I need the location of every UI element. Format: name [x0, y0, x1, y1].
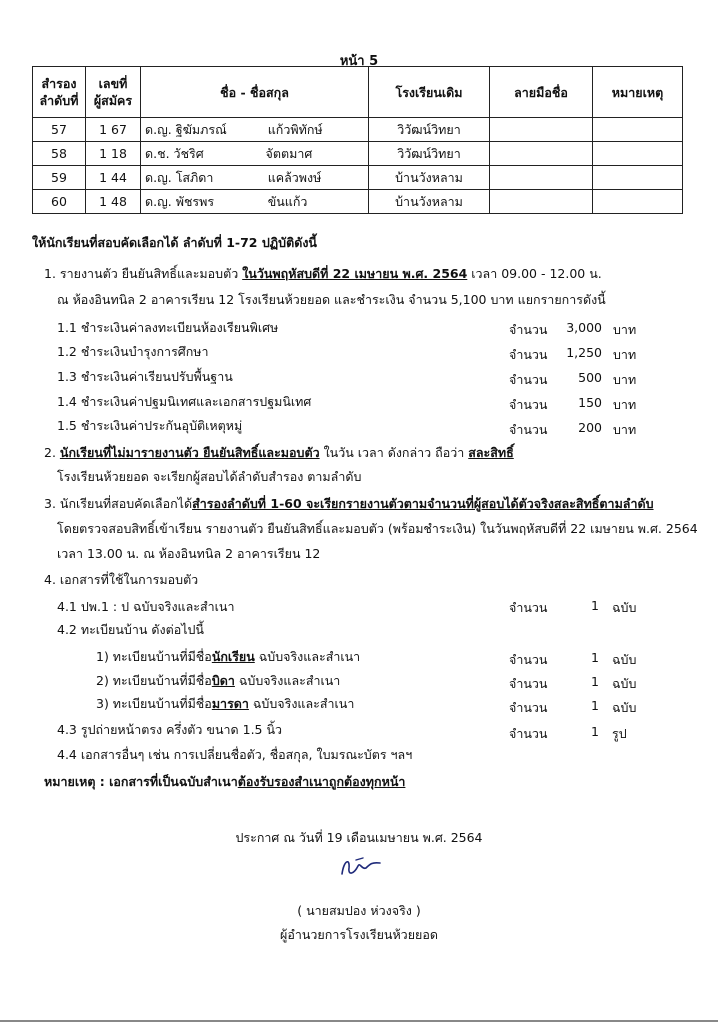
reserve-student-table: [32, 66, 683, 214]
doc-amount: 1: [591, 674, 599, 689]
item1-line2: ณ ห้องอินทนิล 2 อาคารเรียน 12 โรงเรียนห้วยยอด และชำระเงิน จำนวน 5,100 บาท แยกรายการดังนี้: [57, 292, 606, 307]
note: [44, 772, 405, 792]
doc-unit: ฉบับ: [612, 600, 637, 615]
announcement-date: ประกาศ ณ วันที่ 19 เดือนเมษายน พ.ศ. 2564: [235, 830, 483, 845]
doc41-label: 4.1 ปพ.1 : ป ฉบับจริงและสำเนา: [57, 599, 235, 614]
cell-name: [141, 118, 369, 142]
doc-amount: 1: [591, 724, 599, 739]
item3-line1: [44, 494, 654, 514]
signer-title: ผู้อำนวยการโรงเรียนห้วยยอด: [280, 927, 438, 942]
header-appno-line1: เลขที่: [98, 76, 128, 91]
doc-qty-label: จำนวน: [509, 726, 548, 741]
doc-amount: 1: [591, 650, 599, 665]
item1-time: เวลา 09.00 - 12.00 น.: [467, 266, 602, 281]
name-last: จัตตมาศ: [265, 145, 313, 161]
fee-unit: บาท: [613, 422, 637, 437]
doc42-pre: 3) ทะเบียนบ้านที่มีชื่อ: [96, 696, 212, 711]
name-first: ฐิฆัมภรณ์: [175, 121, 227, 137]
cell-rank: 60: [33, 190, 86, 214]
fee-item-label: 1.3 ชำระเงินค่าเรียนปรับพื้นฐาน: [57, 369, 233, 384]
item2-line2: โรงเรียนห้วยยอด จะเรียกผู้สอบได้ลำดับสำรอง ตามลำดับ: [57, 469, 362, 484]
header-reserve-rank: [33, 67, 86, 118]
header-rank-line2: ลำดับที่: [39, 93, 79, 108]
doc-unit: รูป: [612, 726, 627, 741]
item4-heading: 4. เอกสารที่ใช้ในการมอบตัว: [44, 572, 199, 587]
doc-qty-label: จำนวน: [509, 700, 548, 715]
cell-rank: 57: [33, 118, 86, 142]
table-row: [33, 118, 683, 142]
fee-item-label: 1.5 ชำระเงินค่าประกันอุบัติเหตุหมู่: [57, 418, 243, 433]
cell-app-no: 1 48: [86, 190, 141, 214]
cell-remark: [593, 190, 683, 214]
cell-remark: [593, 142, 683, 166]
cell-name: [141, 142, 369, 166]
cell-rank: 58: [33, 142, 86, 166]
doc-qty-label: จำนวน: [509, 676, 548, 691]
doc-amount: 1: [591, 598, 599, 613]
name-prefix: ด.ญ.: [145, 193, 172, 209]
doc42-pre: 1) ทะเบียนบ้านที่มีชื่อ: [96, 649, 212, 664]
doc42-item: [96, 694, 354, 714]
item1-date: ในวันพฤหัสบดีที่ 22 เมษายน พ.ศ. 2564: [242, 266, 468, 281]
cell-app-no: 1 44: [86, 166, 141, 190]
item2-forfeit: สละสิทธิ์: [468, 445, 514, 460]
header-signature: ลายมือชื่อ: [490, 67, 593, 118]
fee-amount: 500: [578, 370, 602, 385]
cell-app-no: 1 67: [86, 118, 141, 142]
table-row: [33, 190, 683, 214]
fee-unit: บาท: [613, 372, 637, 387]
doc42-post: ฉบับจริงและสำเนา: [254, 649, 361, 664]
cell-school: บ้านวังหลาม: [369, 190, 490, 214]
page-bottom-edge: [0, 1020, 718, 1022]
cell-name: [141, 190, 369, 214]
doc42-post: ฉบับจริงและสำเนา: [248, 696, 355, 711]
name-first: พัชรพร: [175, 193, 215, 209]
item2-number: 2.: [44, 445, 60, 460]
doc-unit: ฉบับ: [612, 652, 637, 667]
item3-emphasis: สำรองลำดับที่ 1-60 จะเรียกรายงานตัวตามจำนวนที่ผู้สอบได้ตัวจริงสละสิทธิ์ตามลำดับ: [192, 496, 654, 511]
cell-remark: [593, 118, 683, 142]
header-appno-line2: ผู้สมัคร: [93, 93, 133, 108]
cell-school: วิวัฒน์วิทยา: [369, 142, 490, 166]
doc-unit: ฉบับ: [612, 700, 637, 715]
doc42-person: นักเรียน: [211, 649, 255, 664]
header-full-name: ชื่อ - ชื่อสกุล: [141, 67, 369, 118]
handwritten-signature: [336, 854, 386, 880]
doc-qty-label: จำนวน: [509, 600, 548, 615]
doc42-person: บิดา: [211, 673, 235, 688]
fee-qty-label: จำนวน: [509, 322, 548, 337]
fee-amount: 150: [578, 395, 602, 410]
header-application-number: [86, 67, 141, 118]
cell-rank: 59: [33, 166, 86, 190]
fee-unit: บาท: [613, 397, 637, 412]
header-remark: หมายเหตุ: [593, 67, 683, 118]
fee-unit: บาท: [613, 322, 637, 337]
item1-part-a: 1. รายงานตัว ยืนยันสิทธิ์และมอบตัว: [44, 266, 243, 281]
note-label: หมายเหตุ : เอกสารที่เป็นฉบับสำเนา: [44, 774, 238, 789]
doc-amount: 1: [591, 698, 599, 713]
item2-emphasis: นักเรียนที่ไม่มารายงานตัว ยืนยันสิทธิ์และมอบตัว: [59, 445, 320, 460]
item2-line1: [44, 443, 514, 463]
cell-signature: [490, 190, 593, 214]
cell-signature: [490, 118, 593, 142]
header-rank-line1: สำรอง: [41, 76, 77, 91]
doc42-label: 4.2 ทะเบียนบ้าน ดังต่อไปนี้: [57, 622, 204, 637]
table-row: [33, 142, 683, 166]
name-prefix: ด.ญ.: [145, 169, 172, 185]
doc42-item: [96, 647, 360, 667]
instructions-heading: ให้นักเรียนที่สอบคัดเลือกได้ ลำดับที่ 1-72 ปฏิบัติดังนี้: [32, 235, 317, 250]
table-row: [33, 166, 683, 190]
item2-part-b: ในวัน เวลา ดังกล่าว ถือว่า: [319, 445, 469, 460]
page-number: หน้า 5: [339, 54, 379, 69]
signer-name: ( นายสมปอง ห่วงจริง ): [297, 903, 421, 918]
note-emphasis: ต้องรับรองสำเนาถูกต้องทุกหน้า: [237, 774, 406, 789]
fee-amount: 1,250: [566, 345, 602, 360]
item3-line2: โดยตรวจสอบสิทธิ์เข้าเรียน รายงานตัว ยืนยันสิทธิ์และมอบตัว (พร้อมชำระเงิน) ในวันพฤหัสบดีที่ 22 เมษายน พ.ศ. 2564: [57, 521, 698, 536]
fee-unit: บาท: [613, 347, 637, 362]
cell-school: วิวัฒน์วิทยา: [369, 118, 490, 142]
name-first: วัชริศ: [173, 145, 204, 161]
name-last: แคล้วพงษ์: [267, 169, 322, 185]
doc42-post: ฉบับจริงและสำเนา: [234, 673, 341, 688]
name-first: โสภิดา: [175, 169, 214, 185]
item3-line3: เวลา 13.00 น. ณ ห้องอินทนิล 2 อาคารเรียน 12: [57, 546, 321, 561]
cell-remark: [593, 166, 683, 190]
doc-qty-label: จำนวน: [509, 652, 548, 667]
fee-amount: 200: [578, 420, 602, 435]
fee-item-label: 1.2 ชำระเงินบำรุงการศึกษา: [57, 344, 209, 359]
doc-unit: ฉบับ: [612, 676, 637, 691]
cell-name: [141, 166, 369, 190]
cell-signature: [490, 166, 593, 190]
cell-app-no: 1 18: [86, 142, 141, 166]
doc42-pre: 2) ทะเบียนบ้านที่มีชื่อ: [96, 673, 212, 688]
fee-item-label: 1.4 ชำระเงินค่าปฐมนิเทศและเอกสารปฐมนิเทศ: [57, 394, 312, 409]
doc44-label: 4.4 เอกสารอื่นๆ เช่น การเปลี่ยนชื่อตัว, ชื่อสกุล, ใบมรณะบัตร ฯลฯ: [57, 747, 413, 762]
item1-line1: [44, 264, 602, 284]
doc42-item: [96, 671, 340, 691]
cell-school: บ้านวังหลาม: [369, 166, 490, 190]
fee-amount: 3,000: [566, 320, 602, 335]
item3-part-a: 3. นักเรียนที่สอบคัดเลือกได้: [44, 496, 193, 511]
doc43-label: 4.3 รูปถ่ายหน้าตรง ครึ่งตัว ขนาด 1.5 นิ้ว: [57, 722, 283, 737]
name-prefix: ด.ช.: [145, 145, 170, 161]
fee-qty-label: จำนวน: [509, 422, 548, 437]
table-header-row: [33, 67, 683, 118]
cell-signature: [490, 142, 593, 166]
fee-item-label: 1.1 ชำระเงินค่าลงทะเบียนห้องเรียนพิเศษ: [57, 320, 279, 335]
fee-qty-label: จำนวน: [509, 347, 548, 362]
name-last: ขันแก้ว: [267, 193, 308, 209]
name-last: แก้วพิทักษ์: [267, 121, 323, 137]
fee-qty-label: จำนวน: [509, 397, 548, 412]
doc42-person: มารดา: [211, 696, 249, 711]
name-prefix: ด.ญ.: [145, 121, 172, 137]
header-previous-school: โรงเรียนเดิม: [369, 67, 490, 118]
fee-qty-label: จำนวน: [509, 372, 548, 387]
